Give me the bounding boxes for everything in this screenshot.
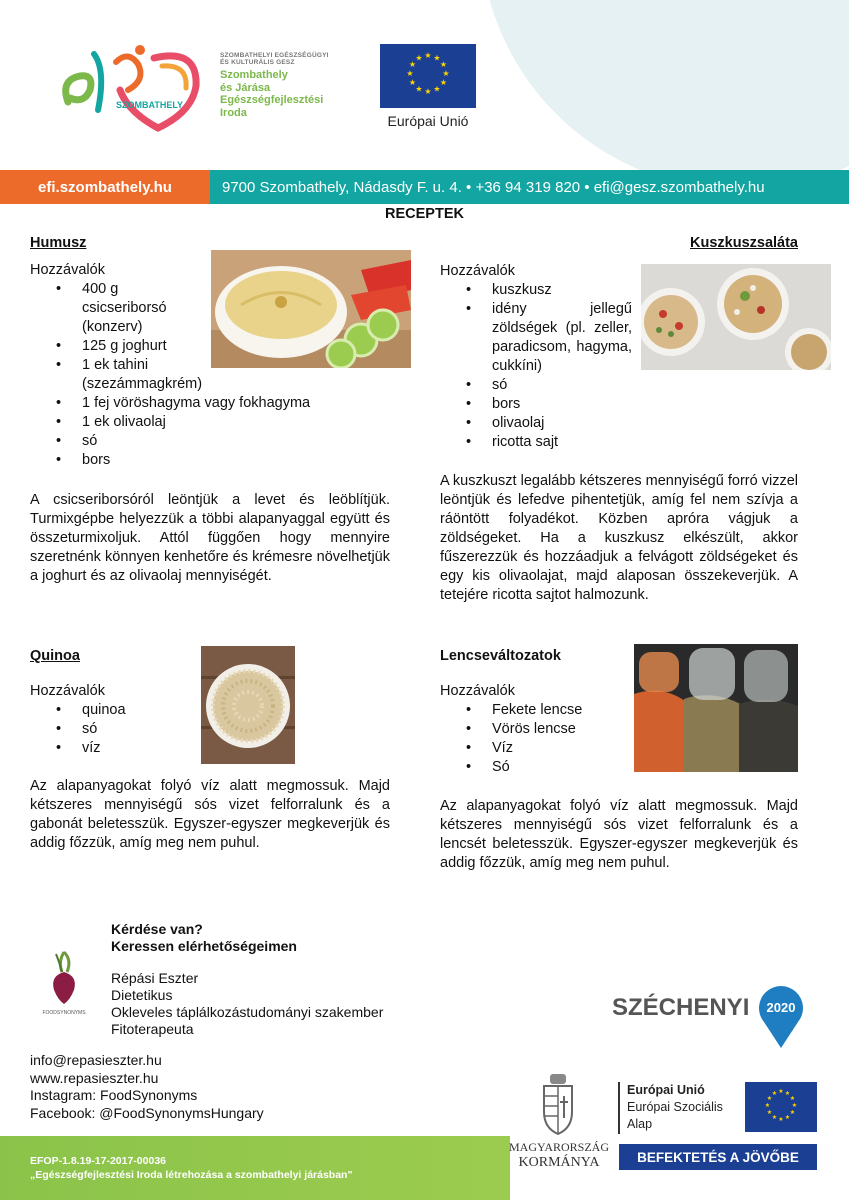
lentils-photo	[634, 644, 798, 772]
organization-name	[220, 52, 340, 120]
list-item: • só	[492, 376, 798, 395]
ingredients-header: Hozzávalók	[440, 263, 515, 279]
government-label	[506, 1140, 612, 1170]
list-item: • 400 g csicseriborsó (konzerv)	[82, 280, 192, 337]
svg-text:★: ★	[789, 1095, 796, 1102]
logo-text: SZOMBATHELY	[116, 100, 184, 110]
svg-text:★: ★	[439, 60, 448, 69]
org-name-line: és Járása	[220, 81, 271, 94]
list-item: • 1 ek olivaolaj	[82, 413, 390, 432]
recipe-description: Az alapanyagokat folyó víz alatt megmossuk. Majd kétszeres mennyiségű sós vizet felforralunk és a gabonát beletesszük. Egyszer-egyszer megkeverjük és addig főzzük, amíg meg nem puhul.	[30, 778, 390, 851]
eu-flag-icon	[380, 44, 476, 108]
org-name-line: Iroda	[220, 106, 247, 119]
svg-text:★: ★	[415, 53, 423, 63]
list-item: • Vörös lencse	[492, 720, 798, 739]
recipe-description: Az alapanyagokat folyó víz alatt megmossuk. Majd kétszeres mennyiségű sós vizet felforralunk és a lencsét beletesszük. Egyszer-egyszer megkeverjük és addig főzzük, amíg meg nem puhul.	[440, 798, 798, 871]
efi-logo	[58, 40, 218, 135]
list-item: • idény jellegű zöldségek (pl. zeller, paradicsom, hagyma, cukkíni)	[492, 300, 632, 376]
list-item: • olivaolaj	[492, 414, 798, 433]
government-line: KORMÁNYA	[518, 1155, 600, 1170]
contact-name: Répási Eszter	[111, 970, 199, 986]
recipe-title: Quinoa	[30, 648, 80, 664]
list-item: • 1 fej vöröshagyma vagy fokhagyma	[82, 394, 390, 413]
address-line: 9700 Szombathely, Nádasdy F. u. 4. • +36 94 319 820 • efi@gesz.szombathely.hu	[210, 170, 849, 204]
svg-text:★: ★	[766, 1109, 773, 1116]
eu-flag-icon	[745, 1082, 817, 1132]
recipe-title: Kuszkuszsaláta	[690, 235, 798, 251]
hungarian-coat-of-arms-icon	[540, 1074, 576, 1138]
recipe-description: A kuszkuszt legalább kétszeres mennyiségű forró vizzel leöntjük és lefedve pihentetjük, amíg fel nem szívja a ráöntött folyadékot. Közben apróra vágjuk a zöldségeket. Ha a kuszkusz elkészült, akkor fűszerezzük és hozzáadjuk a felvágott zöldségeket és egy kis olivaolajat, majd alaposan összekeverjük. A tetejére ricotta sajtot halmozunk.	[440, 473, 798, 603]
ingredients-header: Hozzávalók	[30, 683, 105, 699]
invest-banner: BEFEKTETÉS A JÖVŐBE	[619, 1144, 817, 1170]
website-link[interactable]: efi.szombathely.hu	[0, 170, 210, 204]
website-link[interactable]: www.repasieszter.hu	[30, 1069, 159, 1086]
svg-text:★: ★	[442, 69, 450, 78]
hummus-photo	[211, 250, 411, 368]
svg-text:★: ★	[771, 1114, 778, 1121]
svg-text:★: ★	[789, 1109, 796, 1116]
contact-cta: Keressen elérhetőségeimen	[111, 938, 297, 954]
szechenyi-pin-icon	[756, 980, 806, 1050]
eu-fund-label	[627, 1082, 723, 1133]
list-item: • Víz	[492, 739, 798, 758]
recipe-description: A csicseriborsóról leöntjük a levet és leöblítjük. Turmixgépbe helyezzük a többi alapanyaggal együtt és összeturmixoljuk. Attól függően hogy mennyire szeretnénk könnyen kenhetőre és krémesre növelhetjük a joghurt és az olivaolaj mennyiségét.	[30, 492, 390, 584]
list-item: • Só	[492, 758, 798, 777]
ingredients-header: Hozzávalók	[440, 683, 515, 699]
svg-text:★: ★	[766, 1095, 773, 1102]
szechenyi-label: SZÉCHENYI	[612, 994, 750, 1021]
contact-role: Dietetikus	[111, 987, 173, 1003]
org-name-line: Egészségfejlesztési	[220, 94, 324, 107]
contact-details	[111, 970, 383, 1038]
svg-text:★: ★	[784, 1090, 791, 1097]
email-link[interactable]: info@repasieszter.hu	[30, 1052, 162, 1068]
list-item: • só	[82, 432, 390, 451]
foodsynonyms-logo	[34, 946, 94, 1016]
page-title: RECEPTEK	[385, 206, 464, 222]
svg-text:★: ★	[771, 1090, 778, 1097]
org-small-line: ÉS KULTURÁLIS GESZ	[220, 59, 295, 67]
eu-fund-line: Európai Szociális	[627, 1100, 723, 1114]
szechenyi-year: 2020	[766, 1000, 796, 1015]
list-item: • quinoa	[82, 701, 390, 720]
project-title: „Egészségfejlesztési Iroda létrehozása a szombathelyi járásban"	[30, 1169, 353, 1181]
project-code: EFOP-1.8.19-17-2017-00036	[30, 1155, 167, 1167]
contact-bar	[0, 170, 849, 204]
list-item: • bors	[82, 451, 390, 470]
svg-text:★: ★	[791, 1102, 798, 1109]
contact-role: Okleveles táplálkozástudományi szakember	[111, 1004, 384, 1020]
svg-text:★: ★	[408, 60, 417, 69]
list-item: • Fekete lencse	[492, 701, 798, 720]
contact-role: Fitoterapeuta	[111, 1021, 194, 1037]
svg-text:★: ★	[778, 1116, 784, 1123]
org-small-line: SZOMBATHELYI EGÉSZSÉGÜGYI	[220, 52, 329, 59]
list-item: • só	[82, 720, 390, 739]
recipe-title: Humusz	[30, 235, 87, 251]
svg-text:★: ★	[424, 87, 432, 96]
svg-text:★: ★	[784, 1114, 791, 1121]
list-item: • kuszkusz	[492, 281, 798, 300]
couscous-salad-photo	[641, 264, 831, 370]
svg-text:★: ★	[415, 84, 423, 94]
eu-fund-line: Európai Unió	[627, 1083, 705, 1097]
contact-heading	[111, 921, 297, 955]
svg-text:★: ★	[406, 69, 414, 78]
list-item: • bors	[492, 395, 798, 414]
divider	[618, 1082, 620, 1134]
government-line: MAGYARORSZÁG	[508, 1140, 609, 1154]
svg-text:★: ★	[778, 1088, 784, 1095]
list-item: • 125 g joghurt	[82, 337, 390, 356]
eu-fund-line: Alap	[627, 1117, 653, 1131]
svg-text:★: ★	[408, 78, 417, 87]
logo-caption: FOODSYNONYMS	[42, 1010, 86, 1016]
instagram-link[interactable]: Instagram: FoodSynonyms	[30, 1087, 198, 1103]
eu-label: Európai Unió	[387, 113, 469, 129]
header-decoration	[480, 0, 849, 190]
svg-text:★: ★	[764, 1102, 771, 1109]
list-item: • 1 ek tahini (szezámmagkrém)	[82, 356, 212, 394]
facebook-link[interactable]: Facebook: @FoodSynonymsHungary	[30, 1104, 264, 1121]
svg-text:★: ★	[439, 78, 448, 87]
contact-links	[30, 1052, 264, 1122]
project-bar	[0, 1136, 510, 1200]
list-item: • víz	[82, 739, 390, 758]
quinoa-photo	[201, 646, 295, 764]
list-item: • ricotta sajt	[492, 433, 798, 452]
svg-text:★: ★	[433, 53, 441, 63]
ingredients-header: Hozzávalók	[30, 262, 105, 278]
org-name-line: Szombathely	[220, 68, 288, 81]
svg-text:★: ★	[433, 84, 441, 94]
recipe-title: Lencseváltozatok	[440, 648, 561, 664]
contact-question: Kérdése van?	[111, 921, 203, 937]
svg-text:★: ★	[424, 51, 432, 60]
